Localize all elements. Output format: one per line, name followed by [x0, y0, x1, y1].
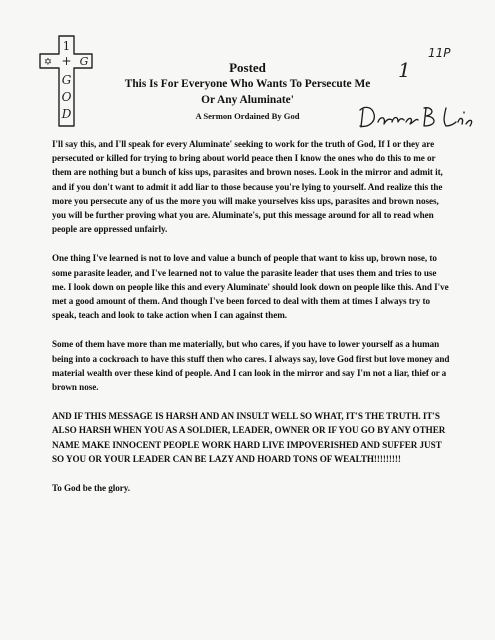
paragraph-1: I'll say this, and I'll speak for every Aluminate' seeking to work for the truth of God, If I or they are persecuted or killed for trying to bring about world peace then I know the ones who do this to me or them are nothing but a bunch of kiss ups, parasites and brown noses. Look in the mirror and admit it, and if you don't want to admit it add liar to those because you're lying to yourself. And realize this the more you persecute any of us the more you will make yourselves kiss ups, parasites and brown noses, you will be further proving what you are. Aluminate's, put this message around for all to read when people are oppressed unfairly. — [52, 139, 443, 235]
paragraph-2: One thing I've learned is not to love and value a bunch of people that want to kiss up, brown nose, to some parasite leader, and I've learned not to value the parasite leader that uses them and tries to use me. I look down on people like this and every Aluminate' should look down on people like this. And I've met a good amount of them. And though I've been forced to deal with them at times I always try to speak, teach and look to take action when I can against them. — [52, 253, 449, 321]
paragraph-3: Some of them have more than me materially, but who cares, if you have to lower yourself as a human being into a cockroach to have this stuff then who cares. I always say, love God first but love money and material wealth over these kind of people. And I can look in the mirror and say I'm not a liar, thief or a brown nose. — [52, 339, 450, 393]
cross-stem-letter-g: G — [61, 73, 72, 87]
paragraph-4: AND IF THIS MESSAGE IS HARSH AND AN INSULT WELL SO WHAT, IT'S THE TRUTH. IT'S ALSO HARSH WHEN YOU AS A SOLDIER, LEADER, OWNER OR IF YOU GO BY ANY OTHER NAME MAKE INNOCENT PEOPLE WORK HARD LIVE IMPOVERISHED AND SUFFER JUST SO YOU OR YOUR LEADER CAN BE LAZY AND HOARD TONS OF WEALTH!!!!!!!!! — [52, 411, 446, 464]
cross-top-char: 1 — [62, 39, 71, 53]
cross-stem-letter-d: D — [61, 107, 72, 121]
cross-stem-letter-o: O — [61, 90, 72, 104]
corner-mark: 11P — [428, 46, 451, 60]
cross-right-char: G — [79, 55, 89, 68]
document-subtitle: A Sermon Ordained By God — [195, 111, 300, 121]
posted-label: Posted — [229, 60, 266, 75]
document-header — [0, 60, 495, 123]
page-number: 1 — [398, 58, 411, 82]
cross-center-char: + — [61, 54, 72, 68]
star-of-david-icon: ✡ — [43, 57, 53, 68]
sermon-body — [52, 137, 450, 510]
closing-line: To God be the glory. — [52, 483, 131, 494]
document-title: This Is For Everyone Who Wants To Persecute Me Or Any Aluminate' — [124, 78, 371, 106]
